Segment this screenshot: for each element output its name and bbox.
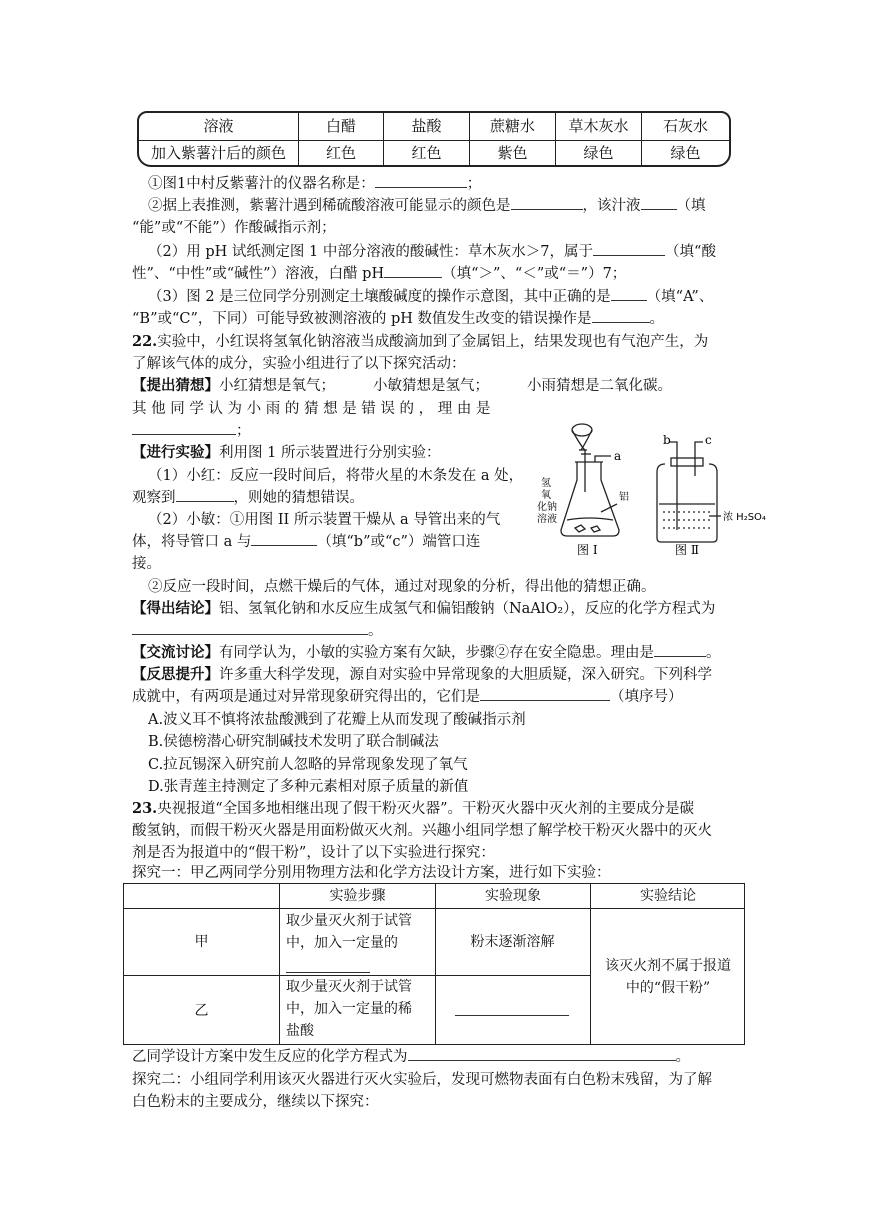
q22-guess [132, 375, 672, 397]
q22-e2b [132, 531, 480, 553]
option-d [148, 776, 468, 798]
table-rule [279, 884, 280, 1044]
q21-part2-text: （2）用 pH 试纸测定图 1 中部分溶液的酸碱性：草木灰水＞7，属于 [148, 244, 594, 260]
q22-e1a [148, 465, 523, 487]
color-table-header: 盐酸 [384, 113, 470, 140]
exp-row-step-line: 盐酸 [286, 1023, 314, 1039]
apparatus-figure [537, 420, 766, 560]
probe1 [132, 862, 611, 884]
concl-tag: 【得出结论】 [132, 600, 219, 617]
exp-row-who: 乙 [194, 1003, 209, 1019]
other-end: ； [236, 423, 251, 439]
disc-tag: 【交流讨论】 [132, 644, 219, 661]
exp-tag: 【进行实验】 [132, 444, 219, 461]
q21-part3-text2: （填“A”、 [646, 289, 714, 305]
option-d-text: D.张青莲主持测定了多种元素相对原子质量的新值 [148, 779, 469, 795]
label-c: c [705, 433, 712, 447]
e1b-text: 观察到 [132, 490, 176, 506]
q22-e2a [148, 509, 500, 531]
disc-end: 。 [706, 645, 721, 661]
answer-blank [611, 286, 647, 301]
q23-number: 23. [132, 800, 158, 817]
exp-table-header: 实验结论 [640, 888, 696, 904]
guess-red: 小红猜想是氧气； [219, 378, 335, 394]
option-c [148, 754, 468, 776]
q22-line1 [132, 331, 708, 353]
other-text: 其 他 同 学 认 为 小 雨 的 猜 想 是 错 误 的 ， 理 由 是 [132, 401, 491, 417]
naoh-label: 化钠 [537, 502, 557, 513]
exp-row-step-line: 中，加入一定量的稀 [286, 1001, 412, 1017]
table-rule [435, 884, 436, 1044]
color-table-data-row [139, 140, 729, 165]
q21-sub1 [148, 173, 481, 195]
probe1-text: 探究一：甲乙两同学分别用物理方法和化学方法设计方案，进行如下实验： [132, 865, 611, 881]
exp-row-phenomenon: 粉末逐渐溶解 [470, 934, 555, 950]
refl2-end: （填序号） [610, 689, 683, 705]
q23-text: 央视报道“全国多地相继出现了假干粉灭火器”。干粉灭火器中灭火剂的主要成分是碳 [157, 801, 695, 817]
label-b: b [663, 433, 671, 447]
q22-other-blank [132, 420, 251, 442]
answer-blank [251, 531, 317, 546]
q21-part2-cont-text: 性”、“中性”或“碱性”）溶液，白醋 pH [132, 266, 385, 282]
q22-disc [132, 642, 721, 664]
table-rule [124, 908, 744, 909]
q22-exp [132, 442, 440, 464]
color-table-cell: 红色 [299, 140, 384, 165]
q21-sub2-text2: ，该汁液 [582, 198, 641, 214]
q22-text: 实验中，小红误将氢氧化钠溶液当成酸滴加到了金属铝上，结果发现也有气泡产生，为 [157, 334, 709, 350]
apparatus-drawing [537, 420, 766, 560]
h2so4-label: 浓 H₂SO₄ [723, 512, 766, 523]
option-a-text: A.波义耳不慎将浓盐酸溅到了花瓣上从而发现了酸碱指示剂 [148, 712, 526, 728]
naoh-label: 溶液 [537, 514, 557, 525]
disc-text: 有同学认为，小敏的实验方案有欠缺，步骤②存在安全隐患。理由是 [219, 645, 654, 661]
q22-line2 [132, 353, 466, 375]
fig1-label: 图 Ⅰ [577, 543, 598, 557]
q21-sub1-text: ①图1中村反紫薯汁的仪器名称是： [148, 176, 375, 192]
experiment-table [123, 883, 745, 1045]
exp-row-step-line: 中，加入一定量的 [286, 935, 398, 951]
q21-part2-cont-text2: （填“＞”、“＜”或“＝”）7； [442, 266, 627, 282]
label-a: a [614, 449, 622, 463]
e2c-text: （填“b”或“c”）端管口连 [317, 534, 481, 550]
q22-e1b [132, 487, 364, 509]
answer-blank [654, 642, 706, 657]
q22-concl [132, 598, 715, 620]
q21-sub1-end: ； [466, 176, 482, 192]
concl-text: 铝、氢氧化钠和水反应生成氢气和偏铝酸钠（NaAlO₂），反应的化学方程式为 [219, 601, 716, 617]
guess-tag: 【提出猜想】 [132, 377, 219, 394]
answer-blank [408, 1046, 676, 1061]
color-table-cell: 绿色 [556, 140, 642, 165]
concl-end: 。 [368, 623, 383, 639]
color-table-header: 溶液 [139, 113, 299, 140]
answer-blank [593, 241, 665, 256]
probe2-text2: 白色粉末的主要成分，继续以下探究： [132, 1094, 379, 1110]
e1a-text: （1）小红：反应一段时间后，将带火星的木条发在 a 处， [148, 468, 524, 484]
color-table-header: 草木灰水 [556, 113, 642, 140]
fig2-label: 图 Ⅱ [675, 543, 699, 557]
answer-blank [455, 1001, 569, 1016]
answer-blank [132, 420, 236, 435]
al-label: 铝 [619, 492, 629, 503]
q23-line1 [132, 798, 694, 820]
e2b-text: 体，将导管口 a 与 [132, 534, 252, 550]
answer-blank [480, 686, 610, 701]
q21-sub2-cont-text: “能”或“不能”）作酸碱指示剂； [132, 220, 336, 236]
color-table-cell: 紫色 [470, 140, 556, 165]
answer-blank [511, 195, 583, 210]
q21-part2 [148, 241, 716, 263]
color-table-header: 白醋 [299, 113, 384, 140]
color-table-cell: 红色 [384, 140, 470, 165]
q23-text3: 剂是否为报道中的“假干粉”，设计了以下实验进行探究： [132, 845, 495, 861]
answer-blank [375, 173, 467, 188]
answer-blank [132, 620, 368, 635]
q21-part3-cont-end: 。 [649, 311, 665, 327]
q21-part3-text: （3）图 2 是三位同学分别测定土壤酸碱度的操作示意图，其中正确的是 [148, 289, 611, 305]
option-a [148, 709, 526, 731]
q22-concl-blank [132, 620, 383, 642]
color-table-cell: 加入紫薯汁后的颜色 [139, 140, 299, 165]
q22-e2d [132, 553, 161, 575]
probe2-line2 [132, 1091, 379, 1113]
q21-sub2-text3: （填 [676, 198, 706, 214]
q22-other [132, 398, 490, 420]
q21-sub2-cont [132, 217, 336, 239]
option-b [148, 731, 439, 753]
exp-table-header: 实验步骤 [329, 888, 386, 904]
guess-yu: 小雨猜想是二氧化碳。 [527, 378, 672, 394]
exp-conclusion-line: 该灭火剂不属于报道 [605, 958, 731, 974]
q21-part3-cont-text: “B”或“C”，下同）可能导致被测溶液的 pH 数值发生改变的错误操作是 [132, 311, 592, 327]
q21-part3-cont [132, 308, 664, 330]
q23-line2 [132, 820, 712, 842]
q22-refl [132, 664, 712, 686]
eq-line [132, 1046, 690, 1068]
color-table [137, 111, 731, 167]
color-table-cell: 绿色 [670, 144, 701, 162]
color-table-header: 石灰水 [662, 117, 708, 135]
q22-e3 [148, 576, 656, 598]
naoh-label: 氢 [541, 478, 551, 489]
q21-sub2 [148, 195, 706, 217]
answer-blank [641, 195, 677, 210]
exp-row-step-line: 取少量灭火剂于试管 [286, 913, 412, 929]
exp-text: 利用图 1 所示装置进行分别实验： [219, 445, 441, 461]
refl-tag: 【反思提升】 [132, 666, 219, 683]
q22-number: 22. [132, 333, 158, 350]
e2a-text: （2）小敏：①用图 II 所示装置干燥从 a 导管出来的气 [148, 512, 501, 528]
eq-end: 。 [675, 1049, 690, 1065]
color-table-header-row [139, 113, 729, 141]
refl2-text: 成就中，有两项是通过对异常现象研究得出的，它们是 [132, 689, 480, 705]
answer-blank [286, 958, 370, 973]
option-b-text: B.侯德榜潜心研究制碱技术发明了联合制碱法 [148, 734, 439, 750]
answer-blank [592, 308, 650, 323]
q21-sub2-text: ②据上表推测，紫薯汁遇到稀硫酸溶液可能显示的颜色是 [148, 198, 511, 214]
answer-blank [176, 487, 234, 502]
q21-part2-cont [132, 263, 626, 285]
eq-text: 乙同学设计方案中发生反应的化学方程式为 [132, 1049, 408, 1065]
q23-text2: 酸氢钠，而假干粉灭火器是用面粉做灭火剂。兴趣小组同学想了解学校干粉灭火器中的灭火 [132, 823, 712, 839]
probe2-text: 探究二：小组同学利用该灭火器进行灭火实验后，发现可燃物表面有白色粉末残留，为了解 [132, 1072, 712, 1088]
refl-text: 许多重大科学发现，源自对实验中异常现象的大胆质疑，深入研究。下列科学 [219, 667, 712, 683]
guess-min: 小敏猜想是氢气； [373, 378, 489, 394]
e1c-text: ，则她的猜想错误。 [233, 490, 364, 506]
naoh-label: 氧 [541, 490, 551, 501]
e2d-text: 接。 [132, 556, 161, 572]
probe2-line1 [132, 1069, 712, 1091]
q21-part3 [148, 286, 713, 308]
color-table-header: 蔗糖水 [470, 113, 556, 140]
exp-row-step-line: 取少量灭火剂于试管 [286, 979, 412, 995]
option-c-text: C.拉瓦锡深入研究前人忽略的异常现象发现了氧气 [148, 757, 468, 773]
exp-table-header: 实验现象 [485, 888, 541, 904]
q23-line3 [132, 842, 495, 864]
q22-text2: 了解该气体的成分，实验小组进行了以下探究活动： [132, 356, 466, 372]
q22-refl2 [132, 686, 683, 708]
exp-row-who: 甲 [194, 934, 209, 950]
answer-blank [384, 263, 442, 278]
e3-text: ②反应一段时间，点燃干燥后的气体，通过对现象的分析，得出他的猜想正确。 [148, 579, 656, 595]
q21-part2-text2: （填“酸 [665, 244, 716, 260]
exp-conclusion-line: 中的“假干粉” [625, 980, 711, 996]
